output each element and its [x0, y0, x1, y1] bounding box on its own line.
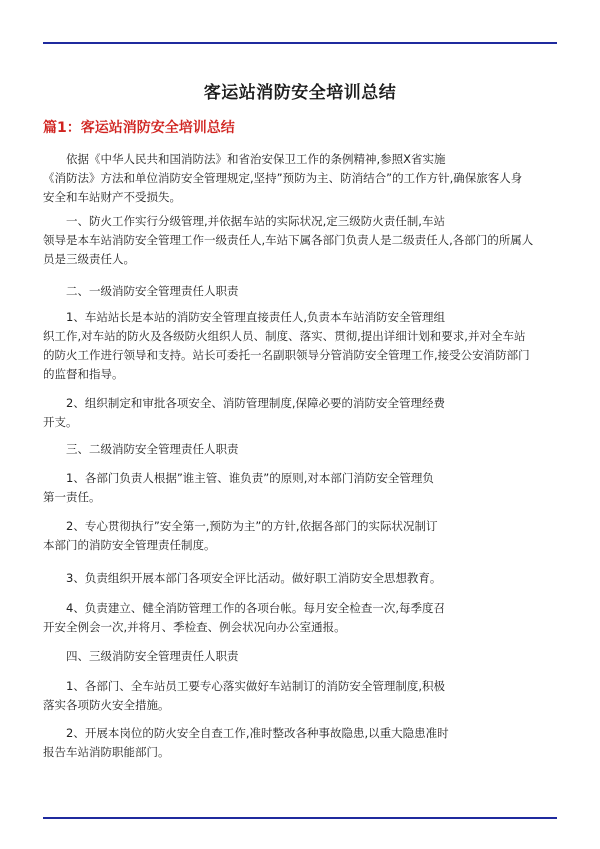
- text-line: 本部门的消防安全管理责任制度。: [43, 538, 216, 552]
- text-line: 1、各部门、全车站员工要专心落实做好车站制订的消防安全管理制度,积极: [66, 679, 445, 693]
- text-line: 1、各部门负责人根据”谁主管、谁负责”的原则,对本部门消防安全管理负: [66, 471, 434, 485]
- text-line: 的防火工作进行领导和支持。站长可委托一名副职领导分管消防安全管理工作,接受公安消防部门: [43, 348, 530, 362]
- text-line: 落实各项防火安全措施。: [43, 698, 170, 712]
- paragraph: [43, 569, 563, 588]
- paragraph: [43, 469, 563, 507]
- text-line: 的监督和指导。: [43, 367, 124, 381]
- text-line: 报告车站消防职能部门。: [43, 745, 170, 759]
- paragraph: [43, 599, 563, 637]
- text-line: 2、组织制定和审批各项安全、消防管理制度,保障必要的消防安全管理经费: [66, 396, 445, 410]
- text-line: 织工作,对车站的防火及各级防火组织人员、制度、落实、贯彻,提出详细计划和要求,并对全车站: [43, 329, 526, 343]
- text-line: 4、负责建立、健全消防管理工作的各项台帐。每月安全检查一次,每季度召: [66, 601, 445, 615]
- paragraph: [43, 308, 563, 384]
- text-line: 1、车站站长是本站的消防安全管理直接责任人,负责本车站消防安全管理组: [66, 310, 445, 324]
- text-line: 开支。: [43, 415, 78, 429]
- text-line: 《消防法》方法和单位消防安全管理规定,坚持”预防为主、防消结合”的工作方针,确保旅客人身: [43, 171, 523, 185]
- text-line: 2、开展本岗位的防火安全自查工作,准时整改各种事故隐患,以重大隐患准时: [66, 726, 449, 740]
- paragraph: [43, 150, 563, 207]
- paragraph: [43, 212, 563, 269]
- text-line: 2、专心贯彻执行”安全第一,预防为主”的方针,依据各部门的实际状况制订: [66, 519, 438, 533]
- text-line: 领导是本车站消防安全管理工作一级责任人,车站下属各部门负责人是二级责任人,各部门的所属人: [43, 233, 534, 247]
- top-rule: [43, 42, 557, 44]
- paragraph: [43, 517, 563, 555]
- page-title: 客运站消防安全培训总结: [203, 83, 397, 103]
- text-line: 开安全例会一次,并将月、季检查、例会状况向办公室通报。: [43, 620, 346, 634]
- text-line: 四、三级消防安全管理责任人职责: [66, 649, 239, 663]
- text-line: 依据《中华人民共和国消防法》和省治安保卫工作的条例精神,参照X省实施: [66, 152, 446, 166]
- paragraph: [43, 724, 563, 762]
- text-line: 第一责任。: [43, 490, 101, 504]
- section-heading: [43, 440, 563, 459]
- bottom-rule: [43, 817, 557, 819]
- paragraph: [43, 677, 563, 715]
- text-line: 员是三级责任人。: [43, 252, 135, 266]
- text-line: 3、负责组织开展本部门各项安全评比活动。做好职工消防安全思想教育。: [66, 571, 442, 585]
- text-line: 安全和车站财产不受损失。: [43, 190, 181, 204]
- paragraph: [43, 394, 563, 432]
- text-line: 二、一级消防安全管理责任人职责: [66, 284, 239, 298]
- text-line: 三、二级消防安全管理责任人职责: [66, 442, 239, 456]
- text-line: 一、防火工作实行分级管理,并依据车站的实际状况,定三级防火责任制,车站: [66, 214, 445, 228]
- section-heading: [43, 647, 563, 666]
- section-subtitle: 篇1：客运站消防安全培训总结: [43, 120, 235, 136]
- section-heading: [43, 282, 563, 301]
